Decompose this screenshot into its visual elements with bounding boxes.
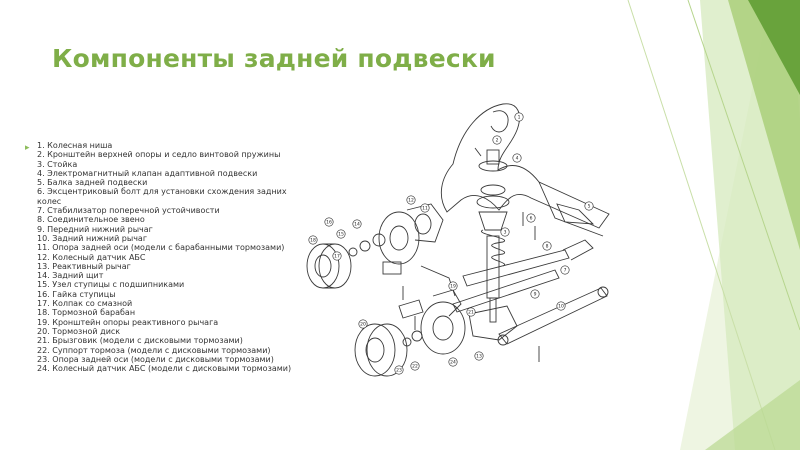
callout-10 (557, 302, 565, 310)
suspension-diagram (303, 100, 615, 378)
component-item: 11. Опора задней оси (модели с барабанными тормозами) (37, 243, 285, 253)
callout-13 (475, 352, 483, 360)
callout-label: 8 (545, 244, 549, 250)
callout-19 (449, 282, 457, 290)
callout-label: 24 (450, 360, 456, 366)
callout-label: 11 (422, 206, 428, 212)
component-item: 13. Реактивный рычаг (37, 261, 131, 271)
component-item: 24. Колесный датчик АБС (модели с дисковыми тормозами) (37, 364, 292, 374)
component-item: 2. Кронштейн верхней опоры и седло винтовой пружины (37, 150, 281, 160)
callout-label: 10 (558, 304, 564, 310)
callout-16 (325, 218, 333, 226)
component-item: 10. Задний нижний рычаг (37, 233, 148, 243)
component-item: 18. Тормозной барабан (37, 308, 136, 318)
page-title: Компоненты задней подвески (52, 44, 496, 73)
component-item: 8. Соединительное звено (37, 215, 145, 225)
component-item: 9. Передний нижний рычаг (37, 224, 153, 234)
component-item: 1. Колесная ниша (37, 141, 113, 150)
callout-9 (531, 290, 539, 298)
callout-label: 3 (503, 230, 507, 236)
callout-label: 21 (468, 310, 474, 316)
callout-5 (585, 202, 593, 210)
callout-label: 17 (334, 254, 340, 260)
component-item: 5. Балка задней подвески (37, 178, 148, 188)
callout-label: 19 (450, 284, 456, 290)
diagram-line-art (307, 104, 609, 376)
callout-label: 14 (354, 222, 360, 228)
callout-label: 1 (517, 115, 521, 121)
callout-14 (353, 220, 361, 228)
callout-20 (359, 320, 367, 328)
callout-label: 20 (360, 322, 366, 328)
component-item: 7. Стабилизатор поперечной устойчивости (37, 206, 220, 216)
callout-label: 18 (310, 238, 316, 244)
callout-label: 22 (412, 364, 418, 370)
callout-label: 2 (495, 138, 499, 144)
callout-11 (421, 204, 429, 212)
callout-3 (501, 228, 509, 236)
component-item: 4. Электромагнитный клапан адаптивной подвески (37, 168, 258, 178)
component-item: 21. Брызговик (модели с дисковыми тормозами) (37, 336, 243, 346)
callout-21 (467, 308, 475, 316)
component-item: 15. Узел ступицы с подшипниками (37, 280, 185, 290)
callout-label: 12 (408, 198, 414, 204)
callout-18 (309, 236, 317, 244)
callout-label: 4 (515, 156, 519, 162)
component-item: 3. Стойка (37, 159, 78, 169)
callout-6 (527, 214, 535, 222)
component-item: 14. Задний щит (37, 271, 104, 281)
component-item: 16. Гайка ступицы (37, 289, 116, 299)
component-item: 23. Опора задней оси (модели с дисковыми тормозами) (37, 354, 274, 364)
callout-4 (513, 154, 521, 162)
callout-7 (561, 266, 569, 274)
callout-24 (449, 358, 457, 366)
callout-22 (411, 362, 419, 370)
callout-label: 16 (326, 220, 332, 226)
callout-2 (493, 136, 501, 144)
callout-label: 7 (563, 268, 567, 274)
wheel-arch (441, 104, 609, 228)
component-item: 20. Тормозной диск (37, 326, 121, 336)
callout-label: 13 (476, 354, 482, 360)
callout-label: 23 (396, 368, 402, 374)
callout-1 (515, 113, 523, 121)
bullet-arrow-icon: ▸ (25, 143, 30, 153)
callout-12 (407, 196, 415, 204)
callout-8 (543, 242, 551, 250)
component-item: 12. Колесный датчик АБС (37, 252, 146, 262)
callout-label: 5 (587, 204, 591, 210)
callout-label: 6 (529, 216, 533, 222)
component-list (37, 141, 299, 373)
callout-23 (395, 366, 403, 374)
component-item: 19. Кронштейн опоры реактивного рычага (37, 317, 219, 327)
callout-label: 9 (533, 292, 537, 298)
callout-label: 15 (338, 232, 344, 238)
component-item: 17. Колпак со смазной (37, 299, 133, 309)
component-item: 22. Суппорт тормоза (модели с дисковыми тормозами) (37, 345, 271, 355)
component-item: 6. Эксцентриковый болт для установки схождения задних колес (37, 187, 287, 206)
callout-15 (337, 230, 345, 238)
callout-17 (333, 252, 341, 260)
